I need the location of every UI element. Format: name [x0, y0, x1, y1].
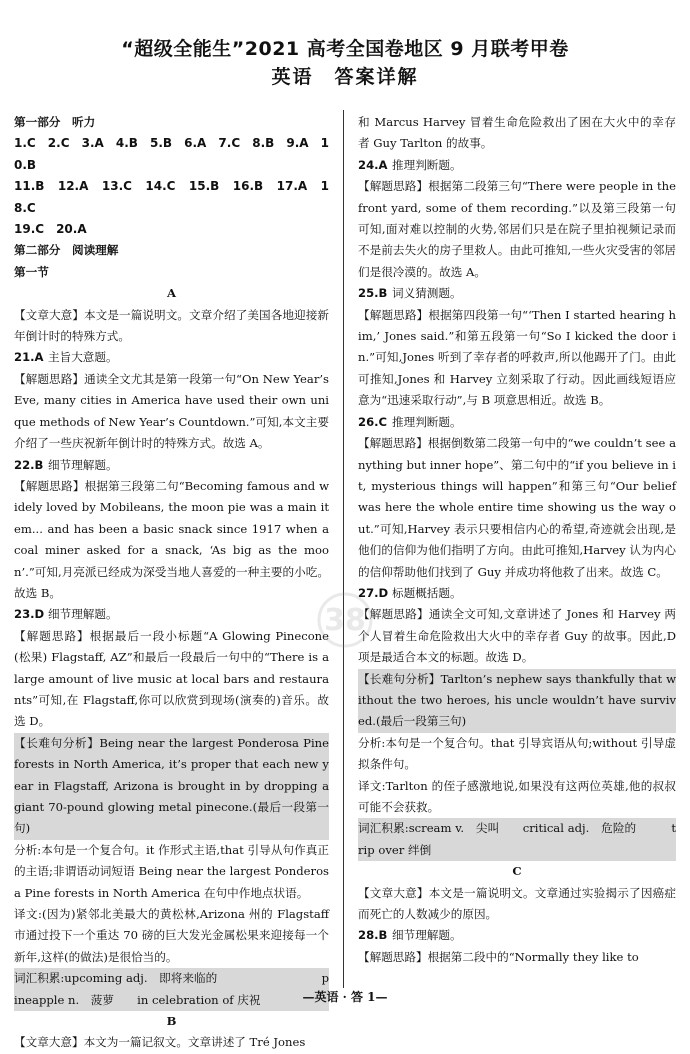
question-type: 细节理解题。 — [392, 928, 462, 943]
page-footer: —英语 · 答 1— — [302, 990, 388, 1004]
question-heading — [14, 604, 329, 625]
question-type: 标题概括题。 — [392, 585, 462, 600]
question-number: 27.D — [358, 585, 389, 600]
paragraph: 【解题思路】通读全文尤其是第一段第一句“On New Year’s Eve, many cities in America have used their own unique methods of New Year’s Countdown.”可知,本文主要介绍了一些庆祝新年倒计时的特殊方式。故选 A。 — [14, 371, 329, 451]
question-type: 词义猜测题。 — [392, 286, 462, 301]
question-heading — [358, 412, 676, 433]
paragraph: 【文章大意】本文是一篇说明文。文章通过实验揭示了因癌症而死亡的人数减少的原因。 — [358, 885, 676, 922]
question-number: 25.B — [358, 286, 388, 301]
page-title: “超级全能生”2021 高考全国卷地区 9 月联考甲卷 — [121, 38, 569, 60]
paragraph: 译文:Tarlton 的侄子感激地说,如果没有这两位英雄,他的叔叔可能不会获救。 — [358, 778, 676, 814]
highlight-box: 【长难句分析】Tarlton’s nephew says thankfully that without the two heroes, his uncle wouldn’t have survived.(最后一段第三句) — [358, 669, 676, 733]
question-heading — [14, 455, 329, 476]
question-type: 细节理解题。 — [48, 607, 118, 622]
answer-key-row: 19.C 20.A — [14, 222, 87, 237]
section-heading: 第一部分 听力 — [14, 115, 96, 129]
question-heading — [358, 155, 676, 176]
question-heading — [358, 283, 676, 304]
paragraph: 和 Marcus Harvey 冒着生命危险救出了困在大火中的幸存者 Guy Tarlton 的故事。 — [358, 115, 676, 151]
page-subtitle: 英语 答案详解 — [271, 66, 419, 88]
section-heading: 第二部分 阅读理解 — [14, 243, 119, 258]
paragraph: 【文章大意】本文是一篇说明文。文章介绍了美国各地迎接新年倒计时的特殊方式。 — [14, 307, 329, 344]
question-heading — [358, 583, 676, 604]
question-number: 23.D — [14, 607, 45, 622]
watermark-logo — [300, 590, 390, 650]
highlight-box: 【长难句分析】Being near the largest Ponderosa Pine forests in North America, it’s proper that each new year in Flagstaff, Arizona is brought in by dropping a giant 70-pound glowing metal pinecone.(最后一段第一句) — [14, 733, 329, 840]
question-number: 21.A — [14, 350, 44, 365]
paragraph: 【解题思路】根据第三段第二句“Becoming famous and widely loved by Mobileans, the moon pie was a main item... and has been a basic snack since 1917 when a coal miner asked for a snack, ‘As big as the moon’.”可知,月亮派已经成为深受当地人喜爱的一种主要的小吃。故选 B。 — [14, 478, 329, 600]
question-number: 22.B — [14, 457, 44, 472]
paragraph: 【文章大意】本文为一篇记叙文。文章讲述了 Tré Jones — [14, 1035, 306, 1050]
question-type: 主旨大意题。 — [48, 350, 118, 365]
passage-letter: B — [166, 1014, 177, 1029]
paragraph: 【解题思路】根据第四段第一句“‘Then I started hearing him,’ Jones said.”和第五段第一句“So I kicked the door in.”可知,Jones 听到了幸存者的呼救声,所以他踢开了门。由此可推知,Jones 和 Harvey 立刻采取了行动。因此画线短语应意为“迅速采取行动”,与 B 项意思相近。故选 B。 — [358, 307, 676, 408]
section-heading: 第一节 — [14, 264, 49, 279]
paragraph: 分析:本句是一个复合句。that 引导宾语从句;without 引导虚拟条件句。 — [358, 735, 676, 772]
passage-letter: C — [512, 864, 522, 879]
highlight-box: 词汇积累:scream v. 尖叫 critical adj. 危险的 trip over 绊倒 — [358, 818, 676, 861]
paragraph: 译文:(因为)紧邻北美最大的黄松林,Arizona 州的 Flagstaff 市通过投下一个重达 70 磅的巨大发光金属松果来迎接每一个新年,这样(的做法)是很恰当的。 — [14, 907, 329, 964]
question-number: 26.C — [358, 414, 388, 429]
paragraph: 分析:本句是一个复合句。it 作形式主语,that 引导从句作真正的主语;非谓语动词短语 Being near the largest Ponderosa Pine forests in North America 在句中作地点状语。 — [14, 842, 329, 900]
paragraph: 【解题思路】根据第二段第三句“There were people in the front yard, some of them recording.”以及第三段第一句可知,面对难以控制的火势,邻居们只是在院子里拍视频记录而不是前去失火的房子里救人。由此可推知,一些火灾受害的邻居们是很冷漠的。故选 A。 — [358, 179, 676, 279]
question-type: 推理判断题。 — [392, 414, 462, 429]
question-type: 细节理解题。 — [48, 457, 118, 472]
highlight-box: 词汇积累:upcoming adj. 即将来临的 pineapple n. 菠萝 in celebration of 庆祝 — [14, 968, 329, 1011]
question-type: 推理判断题。 — [392, 157, 462, 172]
paragraph: 【解题思路】根据最后一段小标题“A Glowing Pinecone (松果) Flagstaff, AZ”和最后一段最后一句中的“There is a large amount of live music at local bars and restaurants”可知,在 Flagstaff,你可以欣赏到现场(演奏的)音乐。故选 D。 — [14, 628, 329, 729]
question-heading — [358, 925, 676, 946]
right-column — [358, 112, 676, 968]
question-number: 24.A — [358, 157, 388, 172]
question-heading — [14, 347, 329, 368]
answer-key-row: 1.C 2.C 3.A 4.B 5.B 6.A 7.C 8.B 9.A 10.B — [14, 136, 329, 172]
passage-letter: A — [167, 286, 176, 301]
column-divider — [343, 110, 344, 988]
question-number: 28.B — [358, 928, 388, 943]
paragraph: 【解题思路】根据倒数第二段第一句中的“we couldn’t see anything but inner hope”、第二句中的“if you believe in it, mysterious things will happen”和第三句“Our belief was here the whole entire time showing us the way out.”可知,Harvey 表示只要相信内心的希望,奇迹就会出现,是他们的信仰为他们指明了方向。由此可推知,Harvey 认为内心的信仰帮助他们找到了 Guy 并成功将他救了出来。故选 C。 — [358, 436, 676, 579]
watermark-text: 38 — [324, 603, 366, 638]
left-column — [14, 112, 329, 1054]
paragraph: 【解题思路】通读全文可知,文章讲述了 Jones 和 Harvey 两个人冒着生命危险救出大火中的幸存者 Guy 的故事。因此,D 项是最适合本文的标题。故选 D。 — [358, 607, 676, 665]
answer-key-row: 11.B 12.A 13.C 14.C 15.B 16.B 17.A 18.C — [14, 179, 329, 215]
paragraph: 【解题思路】根据第二段中的“Normally they like to — [358, 949, 639, 964]
